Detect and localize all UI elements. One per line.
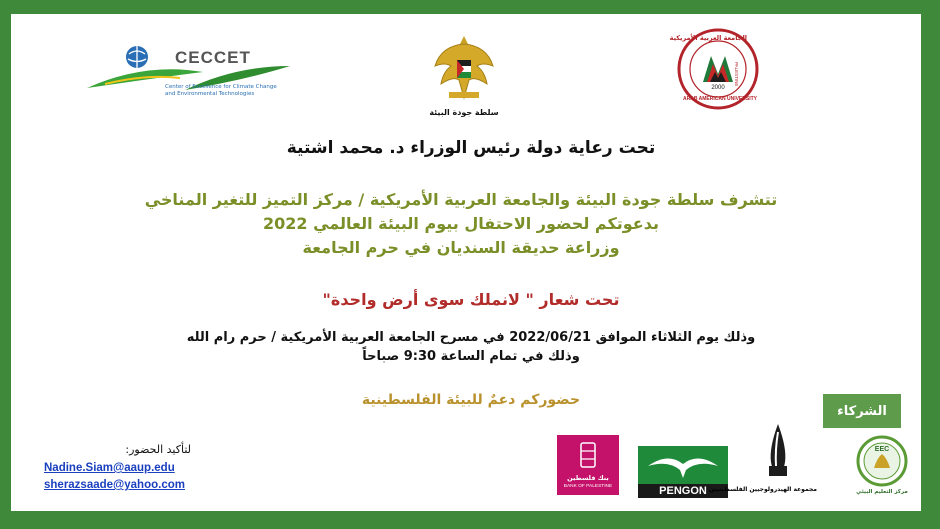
bank-name-en: BANK OF PALESTINE	[563, 484, 613, 489]
patronage-heading: تحت رعاية دولة رئيس الوزراء د. محمد اشتية	[286, 138, 656, 158]
eagle-emblem-icon	[429, 32, 499, 104]
eec-short: EEC	[874, 446, 890, 453]
eqa-logo	[429, 32, 499, 122]
ceccet-name: CECCET	[175, 48, 251, 67]
eec-logo	[853, 434, 911, 498]
event-details-1: وذلك يوم الثلاثاء الموافق 2022/06/21 في مسرح الجامعة العربية الأمريكية / حرم رام الله	[186, 330, 756, 345]
ceccet-subtitle-1: Center of Excellence for Climate Change	[165, 84, 277, 90]
rsvp-label: لتأكيد الحضور:	[125, 443, 191, 456]
aaup-ring-text-en: ARAB AMERICAN UNIVERSITY	[683, 96, 757, 102]
eec-wreath-icon	[853, 434, 911, 488]
aaup-logo	[669, 28, 759, 110]
bank-emblem-icon	[557, 437, 619, 477]
support-line: حضوركم دعمٌ للبيئة الفلسطينية	[361, 392, 581, 408]
host-line-2: بدعوتكم لحضور الاحتفال بيوم البيئة العالمي 2022	[263, 214, 659, 233]
invitation-card	[11, 14, 921, 511]
ceccet-logo	[85, 44, 300, 108]
host-line-1: تتشرف سلطة جودة البيئة والجامعة العربية الأمريكية / مركز التميز للتغير المناخي	[144, 190, 778, 209]
eqa-caption: سلطة جودة البيئة	[429, 108, 499, 117]
hydrology-caption: مجموعة الهيدرولوجيين الفلسطينيين	[709, 486, 817, 493]
aaup-ring-text: الجامعة العربية الأمريكية	[669, 34, 747, 42]
eec-caption: مركز التعليم البيئي	[856, 489, 908, 495]
bank-of-palestine-logo	[557, 435, 619, 495]
hydrology-group-logo	[709, 422, 817, 502]
bank-name-ar: بنك فلسطين	[567, 474, 609, 482]
rsvp-email-2[interactable]: sherazsaade@yahoo.com	[44, 479, 185, 491]
event-details-2: وذلك في تمام الساعة 9:30 صباحاً	[362, 349, 580, 364]
partners-button[interactable]: الشركاء	[823, 394, 901, 428]
host-line-3: وزراعة حديقة السنديان في حرم الجامعة	[302, 238, 620, 257]
ceccet-subtitle-2: and Environmental Technologies	[165, 91, 255, 97]
pengon-name: PENGON	[638, 484, 728, 498]
aaup-year: 2000	[711, 85, 725, 91]
slogan: تحت شعار " لانملك سوى أرض واحدة"	[322, 290, 620, 309]
rsvp-email-1[interactable]: Nadine.Siam@aaup.edu	[44, 462, 175, 474]
pengon-bird-icon	[638, 446, 728, 484]
water-drop-icon	[739, 422, 817, 480]
aaup-side-text: PALESTINE	[734, 62, 739, 87]
